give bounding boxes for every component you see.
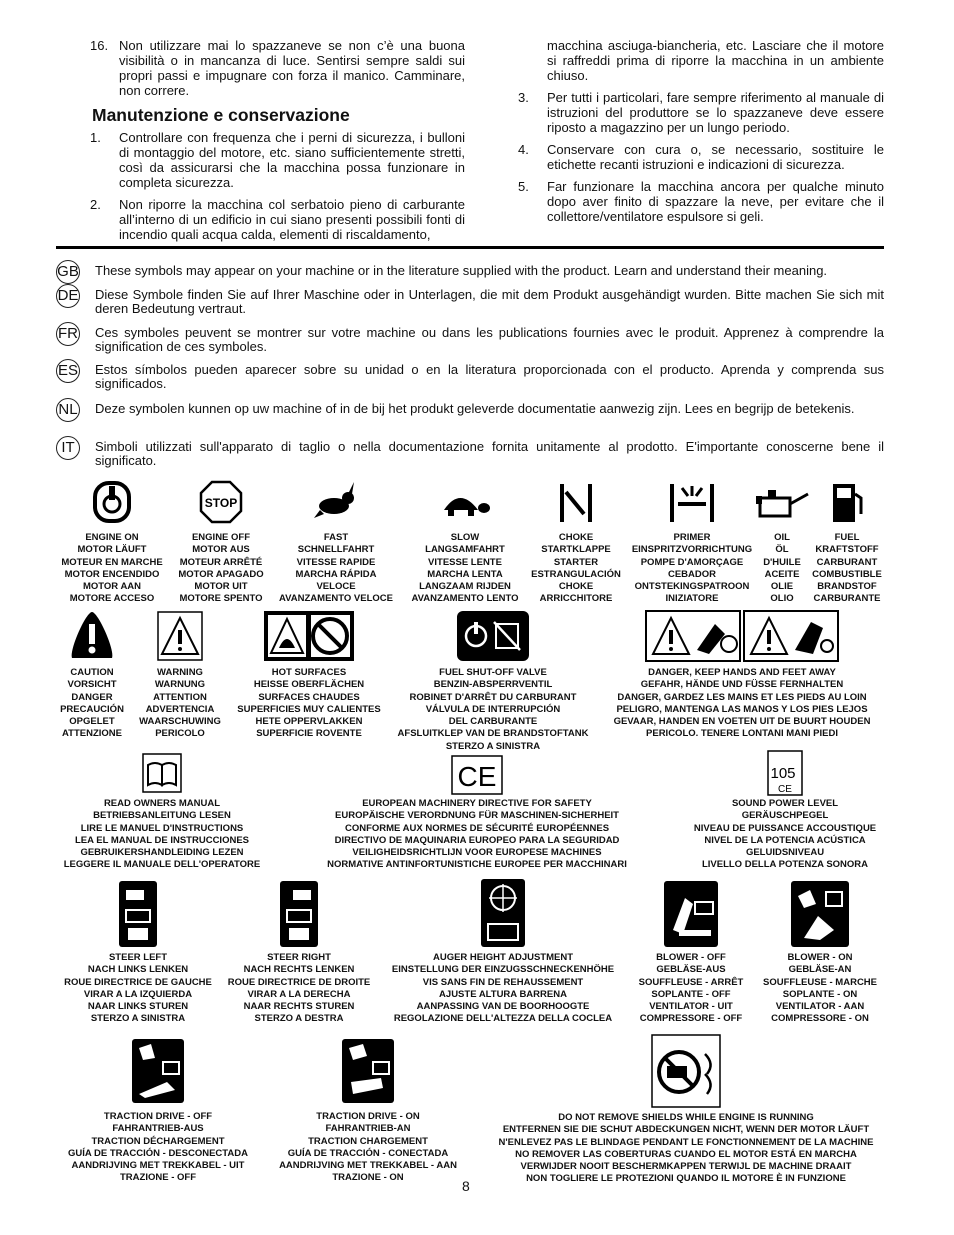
symbol-caption-line: STEER RIGHT: [267, 952, 331, 963]
symbol-caption-line: NAAR RECHTS STUREN: [243, 1001, 355, 1013]
symbol-caption-line: ENGINE ON: [85, 532, 139, 543]
symbol-fuel-valve: [388, 610, 598, 753]
symbol-caption-line: MOTOR AAN: [82, 581, 142, 593]
symbol-caption-line: REGOLAZIONE DELL'ALTEZZA DELLA COCLEA: [393, 1013, 613, 1025]
symbol-caption-line: TRACTION DÉCHARGEMENT: [91, 1135, 225, 1147]
language-badge: GB: [56, 260, 80, 284]
symbol-caption-line: CEBADOR: [667, 568, 717, 580]
symbol-caption-line: AJUSTE ALTURA BARRENA: [439, 988, 567, 1000]
symbol-caption-line: GEBRUIKERSHANDLEIDING LEZEN: [80, 847, 244, 859]
language-row-nl: NL Deze symbolen kunnen op uw machine of in de bij het produkt geleverde documentatie aanwezig zijn. Lees en begrijp de betekenis.: [56, 402, 884, 422]
symbol-caption-line: BLOWER - ON: [787, 952, 853, 963]
section-divider: [56, 246, 884, 249]
symbol-caption-line: STARTER: [553, 556, 599, 568]
svg-text:CE: CE: [778, 784, 792, 795]
blower-on-icon: [790, 880, 850, 948]
symbol-caption-line: DIRECTIVO DE MAQUINARIA EUROPEO PARA LA SEGURIDAD: [334, 834, 620, 846]
symbol-caption-line: CHOKE: [558, 532, 594, 543]
auger-height-icon: [480, 878, 526, 948]
symbol-caption-line: VIRAR A LA IZQUIERDA: [83, 988, 193, 1000]
symbol-caption-line: MOTOR AUS: [192, 544, 250, 556]
symbol-caption-line: GERÄUSCHPEGEL: [741, 810, 829, 822]
symbol-engine-on: [55, 480, 169, 606]
symbol-caption-line: WARNING: [157, 667, 203, 678]
list-item: 3. Per tutti i particolari, fare sempre riferimento al manuale di istruzioni del produttore se lo spazzaneve deve essere riposto a magazzino per un lungo periodo.: [518, 90, 884, 135]
steer-left-icon: [118, 880, 158, 948]
symbol-caption-line: SUPERFICIES MUY CALIENTES: [237, 703, 381, 715]
symbol-caption-line: EUROPÄISCHE VERORDNUNG FÜR MASCHINEN-SICHERHEIT: [335, 810, 619, 822]
symbol-caption-line: VEILIGHEIDSRICHTLIJN VOOR EUROPESE MACHINES: [352, 847, 602, 859]
symbol-caption-line: SOPLANTE - OFF: [651, 988, 731, 1000]
symbol-caption-line: AANPASSING VAN DE BOORHOOGTE: [416, 1001, 590, 1013]
ce-mark-icon: [451, 755, 503, 795]
symbol-caption-line: STERZO A SINISTRA: [445, 740, 541, 752]
symbol-caption-line: STERZO A DESTRA: [254, 1013, 344, 1025]
symbol-caption-line: VITESSE LENTE: [428, 556, 502, 568]
hot-surfaces-icon: [263, 610, 355, 662]
symbol-caption-line: LIVELLO DELLA POTENZA SONORA: [701, 859, 869, 871]
symbol-caption-line: AUGER HEIGHT ADJUSTMENT: [432, 952, 574, 963]
symbol-caption-line: FAHRANTRIEB-AUS: [112, 1123, 204, 1135]
symbol-caption-line: DANGER: [71, 691, 113, 703]
symbol-caption-line: READ OWNERS MANUAL: [103, 798, 221, 809]
symbol-caption-line: MOTOR UIT: [194, 581, 248, 593]
instructions-right-column: [518, 38, 884, 231]
symbol-caption-line: COMBUSTIBLE: [812, 568, 882, 580]
symbol-caption-line: SOUFFLEUSE - MARCHE: [763, 976, 877, 988]
symbol-caption-line: GEVAAR, HANDEN EN VOETEN UIT DE BUURT HOUDEN: [613, 716, 871, 728]
symbol-caption-line: ENGINE OFF: [191, 532, 251, 543]
symbol-caption-line: ÖL: [775, 544, 789, 556]
symbol-caption-line: ATTENZIONE: [62, 728, 122, 740]
symbol-caption-line: NIVEL DE LA POTENCIA ACÚSTICA: [704, 834, 866, 846]
hare-icon: [312, 480, 360, 524]
symbol-manual: [54, 753, 270, 872]
symbol-caption-line: EINSPRITZVORRICHTUNG: [631, 544, 753, 556]
language-row-it: IT Simboli utilizzati sull'apparato di taglio o nella documentazione fornita unitamente al prodotto. E'importante conoscerne bene il significato.: [56, 440, 884, 468]
symbol-caption-line: BETRIEBSANLEITUNG LESEN: [93, 810, 231, 822]
language-row-es: ES Estos símbolos pueden aparecer sobre su unidad o en la literatura proporcionada con el producto. Aprenda y comprenda sus significados.: [56, 363, 884, 391]
symbol-caption-line: PRECAUCIÓN: [60, 703, 124, 715]
symbol-caption-line: DO NOT REMOVE SHIELDS WHILE ENGINE IS RUNNING: [558, 1112, 814, 1123]
symbol-caption-line: SURFACES CHAUDES: [258, 691, 360, 703]
symbol-caption-line: PELIGRO, MANTENGA LAS MANOS Y LOS PIES LEJOS: [616, 703, 868, 715]
language-badge: IT: [56, 436, 80, 460]
symbol-caption-line: OLIE: [770, 581, 794, 593]
symbol-caption-line: PERICOLO. TENERE LONTANI MANI PIEDI: [646, 728, 838, 740]
symbol-caption-line: MOTEUR EN MARCHE: [61, 556, 163, 568]
symbol-caption-line: WARNUNG: [154, 679, 206, 691]
symbol-caption-line: LANGSAMFAHRT: [425, 544, 505, 556]
traction-on-icon: [341, 1038, 395, 1104]
symbol-caption-line: SOUFFLEUSE - ARRÊT: [638, 976, 744, 988]
manual-book-icon: [142, 753, 182, 793]
symbol-caption-line: SCHNELLFAHRT: [297, 544, 375, 556]
list-item: 1. Controllare con frequenza che i perni di sicurezza, i bulloni di montaggio del motore, etc. siano sufficientemente stretti, così da assicurarsi che la macchina possa funzionare in completa sicurezza.: [90, 130, 465, 190]
symbol-caption-line: ONTSTEKINGSPATROON: [634, 581, 750, 593]
symbol-caption-line: CARBURANT: [816, 556, 878, 568]
tortoise-icon: [438, 480, 492, 524]
symbol-caption-line: SLOW: [450, 532, 480, 543]
shields-icon: [651, 1034, 721, 1108]
symbol-caption-line: KRAFTSTOFF: [815, 544, 879, 556]
symbol-caption-line: GEFAHR, HÄNDE UND FÜSSE FERNHALTEN: [640, 679, 844, 691]
symbol-caption-line: ACEITE: [764, 568, 800, 580]
symbol-caption-line: EUROPEAN MACHINERY DIRECTIVE FOR SAFETY: [362, 798, 592, 809]
warning-triangle-icon: [156, 610, 204, 662]
symbol-caption-line: ARRICCHITORE: [539, 593, 613, 605]
symbol-caption-line: AFSLUITKLEP VAN DE BRANDSTOFTANK: [397, 728, 589, 740]
symbol-caption-line: OLIO: [770, 593, 794, 605]
symbol-hot-surfaces: [228, 610, 390, 741]
symbol-caption-line: MOTOR LÄUFT: [77, 544, 147, 556]
symbol-caption-line: ROUE DIRECTRICE DE GAUCHE: [64, 976, 212, 988]
symbol-caption-line: SUPERFICIE ROVENTE: [256, 728, 362, 740]
symbol-caption-line: OPGELET: [69, 716, 115, 728]
symbol-caption-line: MOTEUR ARRÊTÉ: [179, 556, 263, 568]
symbol-caption-line: TRACTION DRIVE - OFF: [103, 1111, 213, 1122]
steer-right-icon: [279, 880, 319, 948]
symbol-caption-line: MOTOR ENCENDIDO: [64, 568, 160, 580]
symbol-caption-line: NAAR LINKS STUREN: [87, 1001, 189, 1013]
symbol-caption-line: HEISSE OBERFLÄCHEN: [253, 679, 365, 691]
symbol-caption-line: VORSICHT: [67, 679, 117, 691]
symbol-auger-height: [382, 878, 624, 1026]
symbol-engine-off: [169, 480, 273, 606]
symbol-caption-line: VIS SANS FIN DE REHAUSSEMENT: [422, 976, 584, 988]
symbol-caption-line: GEBLÄSE-AN: [788, 964, 852, 976]
stop-icon: [199, 480, 243, 524]
symbol-caption-line: PERICOLO: [155, 728, 205, 740]
symbol-traction-on: [266, 1038, 470, 1185]
symbol-caption-line: STEER LEFT: [108, 952, 168, 963]
symbol-warning: [132, 610, 228, 741]
blower-off-icon: [663, 880, 719, 948]
symbol-caption-line: VENTILATOR - AAN: [775, 1001, 865, 1013]
symbol-caption-line: MOTORE ACCESO: [69, 593, 155, 605]
symbol-caption-line: INIZIATORE: [665, 593, 719, 605]
language-badge: NL: [56, 398, 80, 422]
svg-text:CE: CE: [457, 761, 497, 792]
fuel-pump-icon: [827, 480, 867, 524]
list-item: 4. Conservare con cura o, se necessario, sostituire le etichette recanti istruzioni e indicazioni di sicurezza.: [518, 142, 884, 172]
language-badge: ES: [56, 359, 80, 383]
symbol-caption-line: TRAZIONE - OFF: [120, 1172, 196, 1184]
symbol-caption-line: COMPRESSORE - OFF: [639, 1013, 743, 1025]
sound-power-icon: [767, 750, 803, 796]
symbol-caption-line: ATTENTION: [153, 691, 207, 703]
symbol-oil: [753, 480, 811, 606]
symbol-traction-off: [56, 1038, 260, 1185]
symbol-shields: [480, 1034, 892, 1186]
symbol-caption-line: NORMATIVE ANTINFORTUNISTICHE EUROPEE PER MACCHINARI: [327, 859, 627, 871]
symbol-blower-off: [630, 880, 752, 1026]
symbol-caption-line: BENZIN-ABSPERRVENTIL: [433, 679, 553, 691]
symbol-caption-line: TRACTION CHARGEMENT: [308, 1135, 428, 1147]
symbol-caption-line: VELOCE: [316, 581, 356, 593]
symbol-caption-line: PRIMER: [673, 532, 711, 543]
symbol-caption-line: NIVEAU DE PUISSANCE ACCOUSTIQUE: [693, 822, 877, 834]
language-row-fr: FR Ces symboles peuvent se montrer sur votre machine ou dans les publications fournies avec le produit. Apprenez à comprendre la signification de ces symboles.: [56, 326, 884, 354]
symbol-caption-line: NACH LINKS LENKEN: [87, 964, 189, 976]
symbol-caption-line: GELUIDSNIVEAU: [745, 847, 825, 859]
symbol-caption-line: COMPRESSORE - ON: [771, 1013, 869, 1025]
symbol-caption-line: TRACTION DRIVE - ON: [316, 1111, 420, 1122]
symbol-caution: [55, 610, 129, 741]
symbol-caption-line: POMPE D'AMORÇAGE: [640, 556, 744, 568]
symbol-caption-line: FAHRANTRIEB-AN: [325, 1123, 411, 1135]
list-item: 16. Non utilizzare mai lo spazzaneve se non c’è una buona visibilità o in mancanza di luce. Sentirsi sempre saldi sui propri passi e impugnare con forza il manico. Camminare, non correre.: [90, 38, 465, 98]
symbol-steer-right: [220, 880, 378, 1026]
symbol-caption-line: VITESSE RAPIDE: [296, 556, 376, 568]
symbol-caption-line: GUÍA DE TRACCIÓN - DESCONECTADA: [68, 1147, 248, 1159]
symbol-caption-line: EINSTELLUNG DER EINZUGSSCHNECKENHÖHE: [391, 964, 615, 976]
list-item: 5. Far funzionare la macchina ancora per qualche minuto dopo aver finito di spazzare la neve, per evitare che il collettore/ventilatore espulsore si geli.: [518, 179, 884, 224]
symbol-caption-line: GEBLÄSE-AUS: [656, 964, 726, 976]
symbol-caption-line: FUEL SHUT-OFF VALVE: [439, 667, 547, 678]
symbol-danger-hands: [598, 610, 886, 741]
symbol-caption-line: AANDRIJVING MET TREKKABEL - AAN: [279, 1160, 457, 1172]
symbol-caption-line: BLOWER - OFF: [656, 952, 726, 963]
symbol-caption-line: CHOKE: [558, 581, 594, 593]
symbol-sound: [684, 750, 886, 872]
symbol-caption-line: DANGER, GARDEZ LES MAINS ET LES PIEDS AU LOIN: [617, 691, 867, 703]
symbol-caption-line: NON TOGLIERE LE PROTEZIONI QUANDO IL MOTORE È IN FUNZIONE: [526, 1173, 846, 1185]
symbol-caption-line: AVANZAMENTO LENTO: [411, 593, 519, 605]
symbol-blower-on: [754, 880, 886, 1026]
symbol-fast: [273, 480, 399, 606]
section-heading: Manutenzione e conservazione: [92, 105, 350, 125]
symbol-caption-line: HETE OPPERVLAKKEN: [255, 716, 363, 728]
svg-text:STOP: STOP: [204, 496, 238, 510]
fuel-valve-icon: [456, 610, 530, 662]
symbol-fuel: [809, 480, 885, 606]
symbol-caption-line: FUEL: [834, 532, 860, 543]
symbol-caption-line: VÁLVULA DE INTERRUPCIÓN: [425, 703, 561, 715]
primer-icon: [666, 480, 718, 524]
symbol-caption-line: STARTKLAPPE: [541, 544, 611, 556]
symbol-caption-line: FAST: [323, 532, 349, 543]
symbol-caption-line: NACH RECHTS LENKEN: [243, 964, 355, 976]
page-number: 8: [462, 1178, 470, 1194]
hands-feet-danger-icon: [645, 610, 839, 662]
symbol-caption-line: MOTORE SPENTO: [179, 593, 263, 605]
symbol-caption-line: ENTFERNEN SIE DIE SCHUT ABDECKUNGEN NICHT, WENN DER MOTOR LÄUFT: [502, 1124, 870, 1136]
engine-on-icon: [92, 480, 132, 524]
symbol-caption-line: TRAZIONE - ON: [332, 1172, 404, 1184]
symbol-caption-line: BRANDSTOF: [817, 581, 877, 593]
symbol-caption-line: GUÍA DE TRACCIÓN - CONECTADA: [287, 1147, 449, 1159]
symbol-choke: [525, 480, 627, 606]
symbol-caption-line: LEA EL MANUAL DE INSTRUCCIONES: [74, 834, 249, 846]
language-badge: FR: [56, 322, 80, 346]
symbol-caption-line: DANGER, KEEP HANDS AND FEET AWAY: [648, 667, 836, 678]
symbol-caption-line: NO REMOVER LAS COBERTURAS CUANDO EL MOTOR ESTÁ EN MARCHA: [515, 1148, 857, 1160]
symbol-caption-line: LIRE LE MANUEL D'INSTRUCTIONS: [80, 822, 244, 834]
oil-can-icon: [754, 480, 810, 524]
symbol-caption-line: SOUND POWER LEVEL: [731, 798, 839, 809]
symbol-caption-line: ROUE DIRECTRICE DE DROITE: [227, 976, 371, 988]
instructions-left-column: [90, 38, 465, 249]
symbol-caption-line: AANDRIJVING MET TREKKABEL - UIT: [71, 1160, 245, 1172]
symbol-caption-line: STERZO A SINISTRA: [90, 1013, 186, 1025]
symbol-caption-line: AVANZAMENTO VELOCE: [278, 593, 393, 605]
symbol-caption-line: OIL: [774, 532, 790, 543]
symbol-caption-line: VERWIJDER NOOIT BESCHERMKAPPEN TERWIJL DE MACHINE DRAAIT: [520, 1161, 852, 1173]
list-item-continuation: macchina asciuga-biancheria, etc. Lasciare che il motore si raffreddi prima di riporre la macchina in un ambiente chiuso.: [547, 38, 884, 83]
language-badge: DE: [56, 284, 80, 308]
caution-icon: [67, 610, 117, 662]
symbol-caption-line: MARCHA RÁPIDA: [295, 568, 377, 580]
language-row-gb: GB These symbols may appear on your machine or in the literature supplied with the product. Learn and understand their meaning.: [56, 264, 884, 284]
symbol-caption-line: LEGGERE IL MANUALE DELL'OPERATORE: [63, 859, 261, 871]
symbol-caption-line: VENTILATOR - UIT: [649, 1001, 733, 1013]
symbol-steer-left: [56, 880, 220, 1026]
symbol-caption-line: CAUTION: [70, 667, 114, 678]
traction-off-icon: [131, 1038, 185, 1104]
symbol-caption-line: ADVERTENCIA: [145, 703, 215, 715]
symbol-caption-line: DEL CARBURANTE: [448, 716, 538, 728]
symbol-caption-line: WAARSCHUWING: [139, 716, 221, 728]
symbol-caption-line: D'HUILE: [763, 556, 801, 568]
svg-text:105: 105: [770, 765, 796, 782]
symbol-caption-line: N'ENLEVEZ PAS LE BLINDAGE PENDANT LE FONCTIONNEMENT DE LA MACHINE: [498, 1136, 874, 1148]
symbol-caption-line: SOPLANTE - ON: [782, 988, 858, 1000]
list-item: 2. Non riporre la macchina col serbatoio pieno di carburante all’interno di un edificio in cui siano presenti possibili fonti di incendio quali acqua calda, elementi di riscaldamento,: [90, 197, 465, 242]
symbol-ce: [312, 755, 642, 872]
symbol-caption-line: ESTRANGULACIÓN: [531, 568, 621, 580]
symbol-caption-line: MARCHA LENTA: [427, 568, 503, 580]
choke-icon: [554, 480, 598, 524]
symbol-caption-line: VIRAR A LA DERECHA: [247, 988, 351, 1000]
symbol-primer: [627, 480, 757, 606]
symbol-caption-line: CONFORME AUX NORMES DE SÉCURITÉ EUROPÉENNES: [344, 822, 610, 834]
symbol-slow: [403, 480, 527, 606]
symbol-caption-line: HOT SURFACES: [271, 667, 347, 678]
symbol-caption-line: CARBURANTE: [813, 593, 881, 605]
symbol-caption-line: LANGZAAM RIJDEN: [419, 581, 511, 593]
symbol-caption-line: MOTOR APAGADO: [178, 568, 264, 580]
language-row-de: DE Diese Symbole finden Sie auf Ihrer Maschine oder in Unterlagen, die mit dem Produkt ausgehändigt wurden. Bitte machen Sie sich mit deren Bedeutung vertraut.: [56, 288, 884, 316]
symbol-caption-line: ROBINET D'ARRÊT DU CARBURANT: [409, 691, 577, 703]
